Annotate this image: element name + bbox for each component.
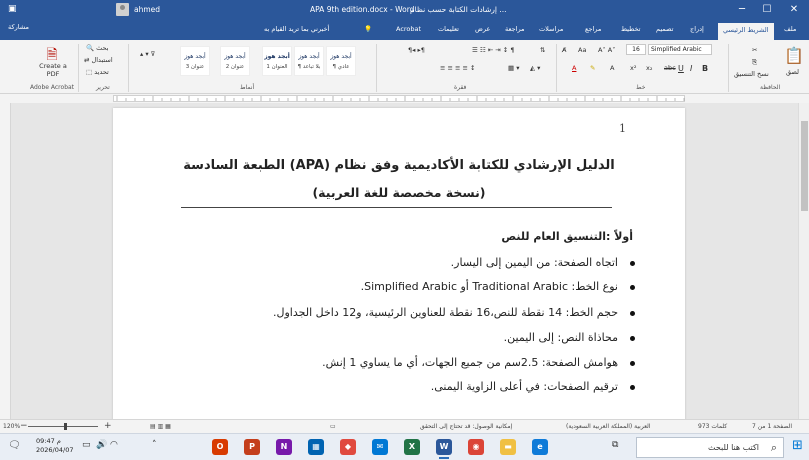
paste-button[interactable]: لصق <box>786 68 800 76</box>
volume-icon[interactable]: 🔊 <box>96 440 108 450</box>
style-name: ¶ بلا تباعد <box>297 64 321 70</box>
title-divider <box>181 207 612 208</box>
align-icons[interactable]: ≡ ≡ ≡ ≡ ↕ <box>440 64 476 72</box>
format-painter-button[interactable]: نسخ التنسيق <box>734 70 769 78</box>
taskbar-app-edge[interactable]: e <box>532 439 548 455</box>
system-clock[interactable] <box>36 437 73 455</box>
list-item-text: اتجاه الصفحة: من اليمين إلى اليسار. <box>450 256 618 269</box>
clipboard-group-label: الحافظة <box>760 84 781 91</box>
style-heading-1[interactable] <box>262 46 292 76</box>
list-item[interactable] <box>431 380 635 393</box>
bullet-icon <box>630 285 635 290</box>
clock-date: 2026/04/07 <box>36 446 74 454</box>
taskbar-app-office[interactable]: O <box>212 439 228 455</box>
taskbar-search-input[interactable] <box>636 437 784 458</box>
close-button[interactable]: ✕ <box>789 4 799 15</box>
taskbar-app-chrome[interactable]: ◉ <box>468 439 484 455</box>
page-number: 1 <box>619 122 626 135</box>
bullet-icon <box>630 336 635 341</box>
list-item-text: نوع الخط: Traditional Arabic أو Simplified Arabic. <box>360 280 618 293</box>
tab-acrobat[interactable]: Acrobat <box>396 25 422 33</box>
replace-label: استبدال <box>91 56 113 64</box>
bullet-icon <box>630 385 635 390</box>
user-avatar-icon[interactable] <box>116 3 129 16</box>
language-indicator[interactable]: العربية (المملكة العربية السعودية) <box>566 423 651 430</box>
list-item-text: حجم الخط: 14 نقطة للنص،16 نقطة للعناوين الرئيسية، و12 داخل الجداول. <box>273 306 618 319</box>
vertical-ruler <box>0 103 11 419</box>
title-bar <box>0 0 809 20</box>
lightbulb-icon[interactable]: 💡 <box>364 25 373 33</box>
zoom-in-icon[interactable]: + <box>104 421 112 431</box>
font-grow-icon[interactable]: A˄ A˅ <box>598 46 616 54</box>
tab-references[interactable]: مراجع <box>585 25 602 33</box>
font-name-select[interactable]: Simplified Arabic <box>648 44 712 55</box>
bullet-icon <box>630 261 635 266</box>
style-preview: أبجد هوز <box>264 53 290 60</box>
cut-icon[interactable]: ✂ <box>752 46 758 54</box>
share-button[interactable]: مشاركة <box>8 23 29 31</box>
taskbar-app-store[interactable]: ▦ <box>308 439 324 455</box>
paragraph-row-icons[interactable]: ☰ ☷ ⇤ ⇥ ↕ ¶ <box>472 46 515 54</box>
ribbon-display-icon[interactable]: ▣ <box>8 4 17 14</box>
tab-view[interactable]: عرض <box>475 25 491 33</box>
ribbon <box>0 40 809 94</box>
zoom-slider[interactable] <box>28 426 98 427</box>
document-title[interactable]: الدليل الإرشادي للكتابة الأكاديمية وفق نظام (APA) الطبعة السادسة <box>183 158 615 173</box>
taskbar-app-explorer[interactable]: ▬ <box>500 439 516 455</box>
group-separator <box>728 44 729 92</box>
list-item-text: محاذاة النص: إلى اليمين. <box>503 331 618 344</box>
zoom-slider-knob[interactable] <box>64 423 67 430</box>
group-separator <box>78 44 79 92</box>
styles-group-label: أنماط <box>240 84 255 91</box>
taskbar-app-powerpoint[interactable]: P <box>244 439 260 455</box>
taskbar-app-word[interactable]: W <box>436 439 452 455</box>
list-item[interactable] <box>322 356 635 369</box>
style-preview: أبجد هوز <box>224 53 246 60</box>
change-case-icon[interactable]: Aa <box>578 46 587 54</box>
page-count[interactable]: الصفحة 1 من 7 <box>752 423 792 430</box>
window-title-arabic: إرشادات الكتابة حسب نظام ... <box>410 5 507 14</box>
underline-button[interactable]: U <box>678 64 684 73</box>
italic-button[interactable]: I <box>690 64 693 73</box>
text-effects-icon[interactable]: A <box>610 64 615 72</box>
ruler-ticks <box>113 95 685 102</box>
style-no-spacing[interactable] <box>294 46 324 76</box>
tab-mailings[interactable]: مراسلات <box>539 25 564 33</box>
scrollbar-thumb[interactable] <box>801 121 808 211</box>
maximize-button[interactable]: ☐ <box>762 4 772 15</box>
superscript-icon[interactable]: x² <box>630 64 637 72</box>
select-button[interactable]: ⬚ تحديد <box>86 68 109 76</box>
tell-me-search[interactable]: أخبرني بما تريد القيام به <box>264 25 330 33</box>
style-name: ¶ عادي <box>332 64 350 70</box>
style-heading-2[interactable] <box>220 46 250 76</box>
bold-button[interactable]: B <box>702 64 709 73</box>
view-mode-icons[interactable]: ▤ ▥ ▦ <box>150 423 171 430</box>
document-page[interactable] <box>113 108 685 428</box>
document-subtitle[interactable]: (نسخة مخصصة للغة العربية) <box>312 185 486 200</box>
minimize-button[interactable]: ─ <box>738 4 746 15</box>
horizontal-ruler[interactable] <box>0 94 809 103</box>
taskbar-app-mail[interactable]: ✉ <box>372 439 388 455</box>
list-item[interactable] <box>451 256 635 269</box>
tab-home[interactable]: الشريط الرئيسي <box>718 23 774 40</box>
notifications-icon[interactable]: 🗨 <box>8 440 21 451</box>
tab-design[interactable]: تصميم <box>656 25 674 33</box>
windows-start-icon[interactable]: ⊞ <box>792 438 803 453</box>
zoom-level[interactable]: 120% <box>3 423 21 430</box>
tab-review[interactable]: مراجعة <box>505 25 525 33</box>
zoom-out-icon[interactable]: − <box>20 421 28 431</box>
acrobat-group-label: Adobe Acrobat <box>30 84 75 91</box>
tab-layout[interactable]: تخطيط <box>621 25 641 33</box>
bullet-icon <box>630 361 635 366</box>
status-bar <box>0 419 809 433</box>
style-preview: أبجد هوز <box>184 53 206 60</box>
shading-icon[interactable]: ◭ ▾ <box>530 64 541 72</box>
style-name: عنوان 2 <box>225 64 245 70</box>
word-count[interactable]: 973 كلمات <box>698 423 728 430</box>
styles-scroll-icon[interactable]: ▴ ▾ ⊽ <box>140 50 156 58</box>
search-icon: ⌕ <box>770 441 777 454</box>
focus-icon[interactable]: ▭ <box>330 423 336 430</box>
font-size-select[interactable]: 16 <box>626 44 646 55</box>
vertical-scrollbar[interactable] <box>798 103 809 419</box>
clock-time: 09:47 م <box>36 437 61 445</box>
search-placeholder: اكتب هنا للبحث <box>708 443 759 452</box>
list-item-text: هوامش الصفحة: 2.5سم من جميع الجهات، أي ما يساوي 1 إنش. <box>322 356 618 369</box>
network-icon[interactable]: ◠ <box>110 440 118 450</box>
subscript-icon[interactable]: x₂ <box>646 64 653 72</box>
task-view-icon[interactable]: ⧉ <box>612 440 619 450</box>
find-button[interactable]: 🔍 بحث <box>86 44 109 52</box>
taskbar-app-photos[interactable]: ◆ <box>340 439 356 455</box>
highlight-icon[interactable]: ✎ <box>590 64 596 72</box>
tab-file[interactable]: ملف <box>784 25 797 33</box>
group-separator <box>556 44 557 92</box>
font-group-label: خط <box>636 84 646 91</box>
create-pdf-button[interactable]: Create a PDF <box>39 62 67 78</box>
show-hidden-icons[interactable]: ˄ <box>152 440 157 450</box>
style-preview: أبجد هوز <box>298 53 320 60</box>
copy-icon[interactable]: ⎘ <box>752 58 758 66</box>
section-heading[interactable]: أولاً :التنسيق العام للنص <box>501 230 633 243</box>
user-name[interactable]: ahmed <box>134 5 161 14</box>
strikethrough-icon[interactable]: abc <box>664 64 676 72</box>
list-item[interactable] <box>273 306 635 319</box>
style-name: العنوان 1 <box>266 64 288 70</box>
group-separator <box>376 44 377 92</box>
create-pdf-icon[interactable]: 🗎 <box>46 47 58 63</box>
sort-icon[interactable]: ⇅ <box>540 46 546 54</box>
style-heading-3[interactable] <box>180 46 210 76</box>
ribbon-tabs <box>0 20 809 40</box>
font-color-icon[interactable]: A <box>572 64 577 72</box>
list-item[interactable] <box>361 280 635 293</box>
borders-icon[interactable]: ▦ ▾ <box>508 64 520 72</box>
taskbar <box>0 433 809 460</box>
style-name: عنوان 3 <box>185 64 205 70</box>
accessibility-status[interactable]: إمكانية الوصول: قد تحتاج إلى التحقق <box>420 423 513 430</box>
select-label: تحديد <box>94 68 109 76</box>
window-title: APA 9th edition.docx - Word <box>310 5 415 14</box>
style-preview: أبجد هوز <box>330 53 352 60</box>
paragraph-group-label: فقرة <box>454 84 467 91</box>
replace-button[interactable]: ⇄ استبدال <box>84 56 113 64</box>
tab-insert[interactable]: إدراج <box>690 25 704 33</box>
bullet-icon <box>630 311 635 316</box>
paste-icon[interactable]: 📋 <box>784 46 804 65</box>
list-item[interactable] <box>504 331 635 344</box>
group-separator <box>128 44 129 92</box>
find-label: بحث <box>96 44 109 52</box>
style-normal[interactable] <box>326 46 356 76</box>
taskbar-app-excel[interactable]: X <box>404 439 420 455</box>
editing-group-label: تحرير <box>96 84 110 91</box>
battery-icon[interactable]: ▭ <box>82 440 91 450</box>
clear-format-icon[interactable]: A̸ <box>562 46 567 54</box>
list-item-text: ترقيم الصفحات: في أعلى الزاوية اليمنى. <box>430 380 618 393</box>
tab-help[interactable]: تعليمات <box>438 25 459 33</box>
taskbar-app-onenote[interactable]: N <box>276 439 292 455</box>
ltr-rtl-icon[interactable]: ¶◂ ▸¶ <box>408 46 425 54</box>
